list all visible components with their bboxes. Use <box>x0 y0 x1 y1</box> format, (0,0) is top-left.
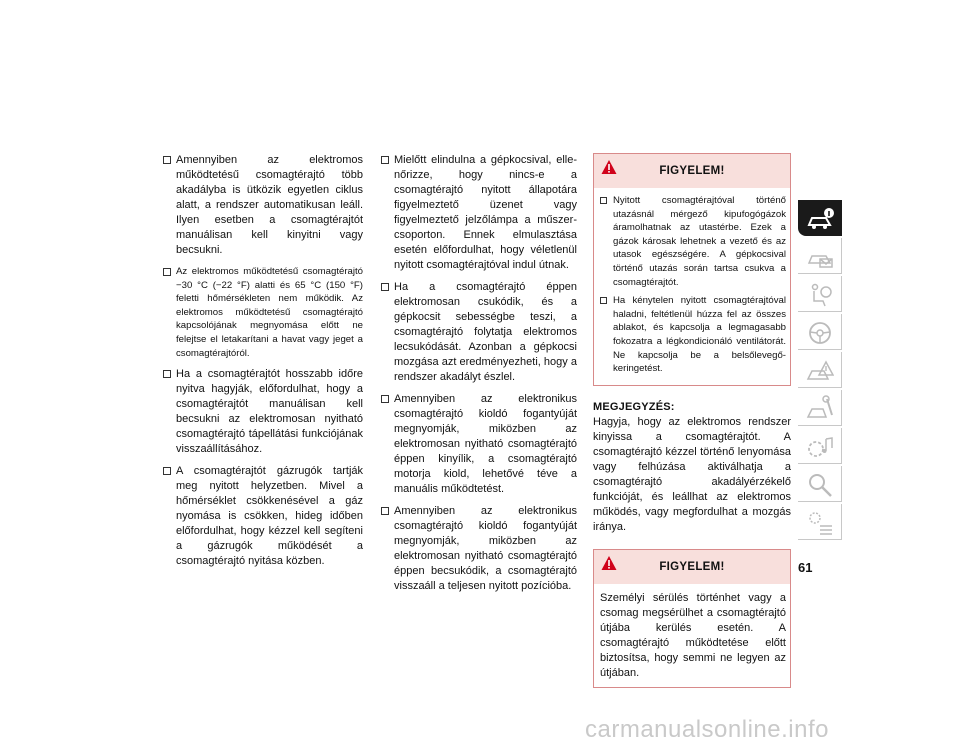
square-bullet-icon <box>163 268 171 276</box>
bullet-text: Amennyiben az elektronikus csomagtérajtó kioldó fogantyúját megnyomják, miközben az elektromosan nyitható csomagtérajtó éppen kinyílik, a csomagtérajtó motorja kiold, lehetővé téve a manuális működtetést. <box>394 393 577 495</box>
note-title: MEGJEGYZÉS: <box>593 400 675 413</box>
chapter-tab-car-wrench[interactable] <box>798 390 842 426</box>
car-wrench-icon <box>806 395 834 423</box>
seat-airbag-icon <box>806 281 834 309</box>
car-warning-icon <box>806 357 834 385</box>
bullet-item <box>381 392 577 497</box>
magnifier-icon <box>806 471 834 499</box>
chapter-tab-magnifier[interactable] <box>798 466 842 502</box>
bullet-item <box>381 153 577 273</box>
warning-triangle-icon <box>601 555 617 571</box>
bullet-text: Mielőtt elindulna a gépkocsival, ellenőrizze, hogy nincs-e a csomagtérajtó nyitott állapotára figyelmeztető üzenet vagy figyelmeztető jelzőlámpa a műszercsoporton. Ennek elmulasztása esetén előfordulhat, hogy véletlenül nyitott csomagtérajtóval indul útnak. <box>394 154 577 271</box>
bullet-text: Amennyiben az elektromos működtetésű csomagtérajtó több akadályba is ütközik egyetlen ciklus alatt, a rendszer automatikusan leáll. Ilyen esetben a csomagtérajtót manuálisan kell kinyitni vagy becsukni. <box>176 154 363 256</box>
bullet-item <box>381 280 577 385</box>
bullet-text: Ha a csomagtérajtót hosszabb időre nyitva hagyják, előfordulhat, hogy a csomagtérajtót manuálisan kell becsukni az elektromosan nyitható csomagtérajtó tápellátási funkciójának visszaállításához. <box>176 368 363 456</box>
bullet-item <box>381 504 577 594</box>
right-column <box>593 153 791 696</box>
square-bullet-icon <box>163 370 171 378</box>
warning-bullet-text: Nyitott csomagtérajtóval történő utazásnál mérgező kipufogógázok áramolhatnak az utastérbe. Ezek a gázok károsak lehetnek a vezető és az utasok egészségére. A gépkocsival történő utazás során tartsa csukva a csomagtérajtót. <box>613 195 786 288</box>
car-mail-icon <box>806 243 834 271</box>
warning-title: FIGYELEM! <box>659 165 725 177</box>
left-column <box>163 153 363 576</box>
bullet-item <box>163 464 363 569</box>
bullet-text: Ha a csomagtérajtó éppen elektromosan csukódik, és a gépkocsit sebességbe teszi, a csomagtérajtó folytatja elektromos lecsukódását. Azonban a gépkocsi mozgása azt eredményezheti, hogy a rendszer akadályt észlel. <box>394 281 577 383</box>
bullet-item <box>163 153 363 258</box>
chapter-tabs <box>798 200 842 542</box>
square-bullet-icon <box>600 297 607 304</box>
watermark: carmanualsonline.info <box>585 716 829 743</box>
warning-box-exhaust <box>593 153 791 386</box>
chapter-tab-gear-music[interactable] <box>798 428 842 464</box>
warning-box-injury <box>593 549 791 688</box>
warning-header <box>594 550 790 584</box>
warning-bullet-text: Ha kénytelen nyitott csomagtérajtóval haladni, feltétlenül húzza fel az összes ablakot, és kapcsolja a legmagasabb fokozatra a légkondicionáló ventilátorát. Ne kapcsolja be a belsőlevegő-keringetést. <box>613 295 786 375</box>
page-number: 61 <box>798 560 813 575</box>
square-bullet-icon <box>600 197 607 204</box>
square-bullet-icon <box>163 467 171 475</box>
square-bullet-icon <box>163 156 171 164</box>
gear-music-icon <box>806 433 834 461</box>
bullet-item <box>163 367 363 457</box>
chapter-tab-car-info[interactable] <box>798 200 842 236</box>
chapter-tab-car-warning[interactable] <box>798 352 842 388</box>
chapter-tab-steering-wheel[interactable] <box>798 314 842 350</box>
square-bullet-icon <box>381 395 389 403</box>
settings-list-icon <box>806 509 834 537</box>
car-info-icon <box>806 205 834 233</box>
bullet-text: A csomagtérajtót gázrugók tartják meg nyitott helyzetben. Mivel a hőmérséklet csökkenésével a gáz nyomása is csökken, hideg időben előfordulhat, hogy kézzel kell segíteni a gázrugók működését a csomagtérajtó nyitása közben. <box>176 465 363 568</box>
steering-wheel-icon <box>806 319 834 347</box>
square-bullet-icon <box>381 156 389 164</box>
warning-bullet-item <box>600 294 786 376</box>
middle-column <box>381 153 577 601</box>
chapter-tab-settings-list[interactable] <box>798 504 842 540</box>
bullet-text: Az elektromos működtetésű csomagtérajtó −30 °C (−22 °F) alatti és 65 °C (150 °F) feletti hőmérsékleten nem működik. Az elektromos működtetésű csomagtérajtó kapcsolójának megnyomása előtt ne felejtse el letakarítani a havat vagy jeget a csomagtérajtóról. <box>176 266 363 359</box>
chapter-tab-seat-airbag[interactable] <box>798 276 842 312</box>
warning-body <box>594 188 790 385</box>
bullet-text: Amennyiben az elektronikus csomagtérajtó kioldó fogantyúját megnyomják, miközben az elektromosan nyitható csomagtérajtó éppen becsukódik, a csomagtérajtó visszaáll a teljesen nyitott pozícióba. <box>394 505 577 592</box>
note-block <box>593 400 791 535</box>
square-bullet-icon <box>381 507 389 515</box>
chapter-tab-car-mail[interactable] <box>798 238 842 274</box>
warning-triangle-icon <box>601 159 617 175</box>
warning-bullet-item <box>600 194 786 289</box>
square-bullet-icon <box>381 283 389 291</box>
warning-title: FIGYELEM! <box>659 560 725 573</box>
note-text: Hagyja, hogy az elektromos rendszer kinyissa a csomagtérajtót. A csomagtérajtó kézzel történő lenyomása vagy felhúzása aktiválhatja a csomagtérajtó akadályérzékelő funkcióját, és leállhat az elektromos működés, vagy megfordulhat a mozgás iránya. <box>593 415 791 533</box>
bullet-item <box>163 265 363 360</box>
warning-header <box>594 154 790 188</box>
warning-text: Személyi sérülés történhet vagy a csomag megsérülhet a csomagtérajtó útjába kerülés esetén. A csomagtérajtó működtetése előtt biztosítsa, hogy semmi ne legyen az útjában. <box>600 591 786 679</box>
